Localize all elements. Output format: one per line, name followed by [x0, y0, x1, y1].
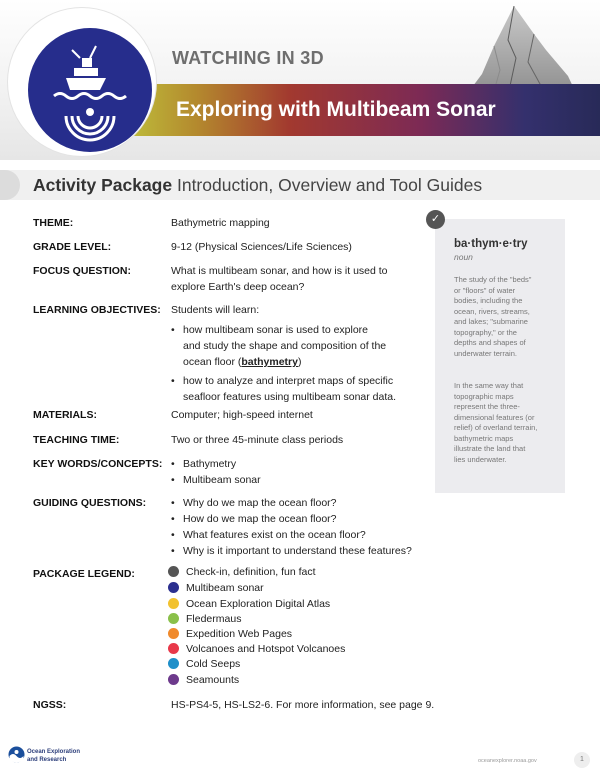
legend-label: PACKAGE LEGEND: [33, 568, 135, 580]
footer-org-line: and Research [27, 756, 67, 763]
legend-item [168, 613, 241, 625]
keywords-label: KEY WORDS/CONCEPTS: [33, 458, 163, 470]
cold-seeps-icon [168, 658, 179, 669]
legend-item-label: Expedition Web Pages [186, 628, 293, 640]
materials-value: Computer; high-speed internet [171, 409, 313, 421]
section-title-rest: Introduction, Overview and Tool Guides [172, 175, 483, 195]
objective-item [171, 322, 386, 370]
definition-line: bathymetric maps [454, 433, 514, 443]
objective-line: • how multibeam sonar is used to explore [183, 324, 369, 336]
legend-item [168, 658, 240, 670]
definition-line: illustrate the land that [454, 444, 526, 453]
legend-item [168, 566, 316, 578]
grade-value: 9-12 (Physical Sciences/Life Sciences) [171, 241, 352, 253]
teaching-time-label: TEACHING TIME: [33, 434, 120, 446]
definition-line: lies underwater. [454, 454, 507, 464]
definition-line: and lakes; "submarine [454, 317, 528, 326]
definition-line: relief) of overland terrain, [454, 423, 538, 432]
definition-line: In the same way that [454, 381, 524, 390]
legend-item [168, 628, 292, 640]
atlas-icon [168, 598, 179, 609]
objectives-intro: Students will learn: [171, 304, 260, 316]
focus-line-2: explore Earth's deep ocean? [171, 281, 305, 293]
header-banner [0, 0, 600, 160]
footer-org [27, 749, 80, 764]
legend-item-label: Ocean Exploration Digital Atlas [186, 598, 331, 610]
definition-pos: noun [454, 252, 473, 262]
legend-item-label: Fledermaus [186, 613, 242, 625]
definition-line: topographic maps [454, 391, 514, 401]
definition-line: or "floors" of water [454, 285, 516, 295]
web-pages-icon [168, 628, 179, 639]
ship-sonar-icon [28, 28, 152, 152]
guiding-item: • Why is it important to understand these features? [171, 543, 412, 559]
definition-line: topography," or the [454, 327, 517, 337]
grade-label: GRADE LEVEL: [33, 241, 112, 253]
fledermaus-icon [168, 613, 179, 624]
section-title-bold: Activity Package [33, 175, 173, 195]
legend-item-label: Check-in, definition, fun fact [186, 566, 316, 578]
header-kicker: WATCHING IN 3D [172, 48, 324, 68]
legend-item-label: Volcanoes and Hotspot Volcanoes [186, 643, 346, 655]
objective-line: seafloor features using multibeam sonar data. [183, 391, 397, 403]
guiding-label: GUIDING QUESTIONS: [33, 497, 147, 509]
legend-item-label: Multibeam sonar [186, 582, 264, 594]
seamounts-icon [168, 674, 179, 685]
guiding-item: • What features exist on the ocean floor? [171, 527, 366, 543]
objective-line: • how to analyze and interpret maps of specific [183, 375, 394, 387]
legend-item [168, 643, 345, 655]
definition-line: underwater terrain. [454, 348, 517, 358]
definition-line: dimensional features (or [454, 412, 535, 422]
ngss-label: NGSS: [33, 699, 67, 711]
objective-text: ocean floor ( [183, 356, 242, 368]
footer-url[interactable]: oceanexplorer.noaa.gov [478, 758, 537, 764]
materials-label: MATERIALS: [33, 409, 97, 421]
section-title [33, 175, 482, 196]
bathymetry-link[interactable]: bathymetry [241, 356, 298, 368]
keyword-item: • Bathymetry [171, 456, 236, 472]
noaa-logo [8, 746, 25, 763]
theme-value: Bathymetric mapping [171, 217, 270, 229]
page-number: 1 [574, 752, 590, 768]
legend-item [168, 674, 239, 686]
legend-item-label: Cold Seeps [186, 658, 241, 670]
guiding-item: • How do we map the ocean floor? [171, 511, 337, 527]
keyword-item: • Multibeam sonar [171, 472, 261, 488]
objective-text: ) [297, 356, 302, 368]
guiding-item: • Why do we map the ocean floor? [171, 495, 337, 511]
legend-item [168, 598, 330, 610]
page-title: Exploring with Multibeam Sonar [176, 98, 496, 121]
definition-paragraph [454, 381, 550, 465]
focus-label: FOCUS QUESTION: [33, 265, 132, 277]
definition-paragraph [454, 275, 550, 359]
objective-line [183, 354, 386, 370]
volcano-icon [168, 643, 179, 654]
definition-sidebar [435, 219, 565, 493]
objective-line: and study the shape and composition of the [183, 340, 387, 352]
teaching-time-value: Two or three 45-minute class periods [171, 434, 344, 446]
definition-line: represent the three- [454, 402, 520, 411]
legend-item-label: Seamounts [186, 674, 240, 686]
theme-label: THEME: [33, 217, 74, 229]
focus-line-1: What is multibeam sonar, and how is it used to [171, 265, 388, 277]
definition-line: The study of the "beds" [454, 275, 532, 284]
check-icon [168, 566, 179, 577]
check-icon: ✓ [426, 210, 445, 229]
footer-org-line: Ocean Exploration [27, 749, 81, 755]
logo-circle [8, 8, 156, 156]
objectives-label: LEARNING OBJECTIVES: [33, 304, 161, 316]
sonar-icon [168, 582, 179, 593]
definition-line: depths and shapes of [454, 338, 526, 347]
objective-item [171, 373, 396, 405]
definition-line: ocean, rivers, streams, [454, 306, 530, 316]
definition-line: bodies, including the [454, 296, 523, 305]
definition-word: ba·thym·e·try [454, 238, 528, 250]
legend-item [168, 582, 264, 594]
ngss-value: HS-PS4-5, HS-LS2-6. For more information, see page 9. [171, 699, 435, 711]
